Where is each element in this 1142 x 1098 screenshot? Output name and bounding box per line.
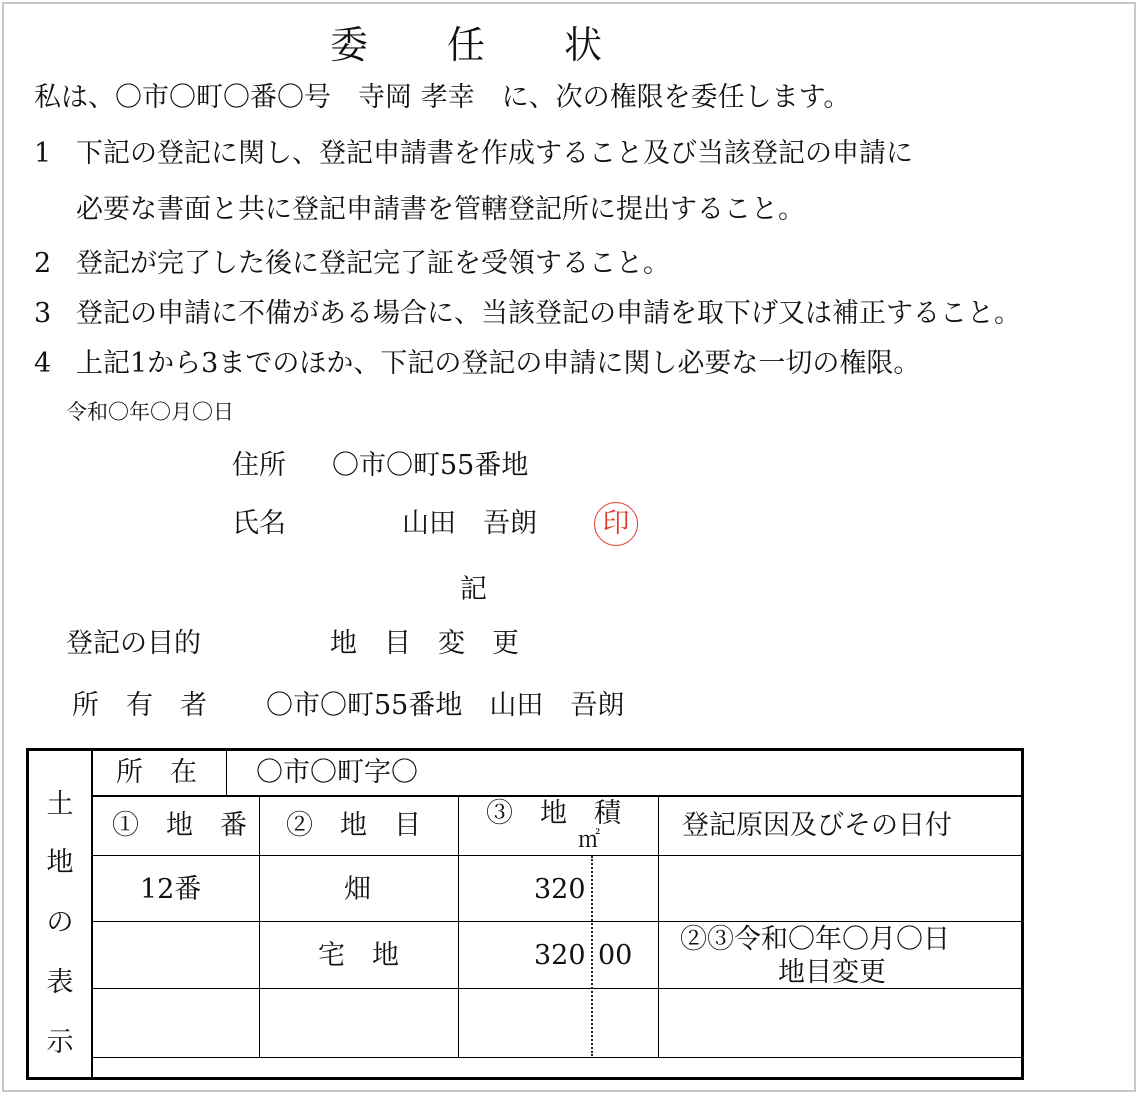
owner-value: 〇市〇町55番地 山田 吾朗 — [266, 690, 625, 721]
table-divider — [226, 750, 227, 796]
item-4-text: 上記1から3までのほか、下記の登記の申請に関し必要な一切の権限。 — [76, 348, 921, 379]
item-3-number: 3 — [34, 298, 52, 329]
row2-category: 宅 地 — [318, 940, 399, 971]
row2-area-decimal: 00 — [598, 940, 633, 971]
row1-lot: 12番 — [140, 874, 202, 905]
table-divider — [658, 796, 659, 1058]
header-land-category: ② 地 目 — [286, 810, 421, 841]
header-registration-cause: 登記原因及びその日付 — [682, 810, 952, 841]
purpose-value: 地 目 変 更 — [330, 628, 519, 659]
location-label: 所 在 — [116, 757, 197, 788]
address-value: 〇市〇町55番地 — [332, 450, 529, 481]
ki-heading: 記 — [460, 574, 487, 605]
row2-area-integer: 320 — [534, 940, 586, 971]
seal-stamp: 印 — [594, 502, 638, 546]
side-label-char: 示 — [46, 1027, 74, 1058]
table-divider — [92, 795, 1024, 797]
decimal-separator-line — [591, 856, 593, 1056]
table-divider — [259, 796, 260, 1058]
item-3-text: 登記の申請に不備がある場合に、当該登記の申請を取下げ又は補正すること。 — [76, 298, 1021, 329]
side-label-char: 土 — [46, 789, 74, 820]
table-divider — [92, 855, 1024, 856]
table-divider — [458, 796, 459, 1058]
table-divider — [92, 1057, 1024, 1058]
side-label-char: の — [46, 907, 74, 938]
document-title: 委 任 状 — [330, 23, 604, 67]
area-unit: ㎡ — [578, 828, 601, 853]
name-label: 氏名 — [232, 508, 286, 539]
row1-category: 畑 — [344, 874, 371, 905]
row2-cause-line2: 地目変更 — [778, 957, 886, 988]
item-1-text-continued: 必要な書面と共に登記申請書を管轄登記所に提出すること。 — [76, 194, 805, 225]
owner-label: 所 有 者 — [72, 690, 207, 721]
item-2-text: 登記が完了した後に登記完了証を受領すること。 — [76, 248, 670, 279]
item-4-number: 4 — [34, 348, 52, 379]
row1-area-integer: 320 — [534, 874, 586, 905]
table-divider — [92, 988, 1024, 989]
row2-cause-line1: ②③令和〇年〇月〇日 — [680, 924, 950, 955]
location-value: 〇市〇町字〇 — [256, 757, 418, 788]
document-date: 令和〇年〇月〇日 — [66, 400, 234, 424]
item-1-number: 1 — [34, 138, 52, 169]
table-divider — [91, 748, 93, 1080]
address-label: 住所 — [232, 450, 286, 481]
header-land-area: ③ 地 積 — [486, 798, 621, 829]
table-divider — [92, 921, 1024, 922]
purpose-label: 登記の目的 — [66, 628, 201, 659]
item-1-text: 下記の登記に関し、登記申請書を作成すること及び当該登記の申請に — [76, 138, 913, 169]
intro-text: 私は、〇市〇町〇番〇号 寺岡 孝幸 に、次の権限を委任します。 — [34, 82, 851, 113]
name-value: 山田 吾朗 — [402, 508, 537, 539]
side-label-char: 地 — [46, 847, 74, 878]
item-2-number: 2 — [34, 248, 52, 279]
header-lot-number: ① 地 番 — [112, 810, 247, 841]
side-label-char: 表 — [46, 967, 74, 998]
